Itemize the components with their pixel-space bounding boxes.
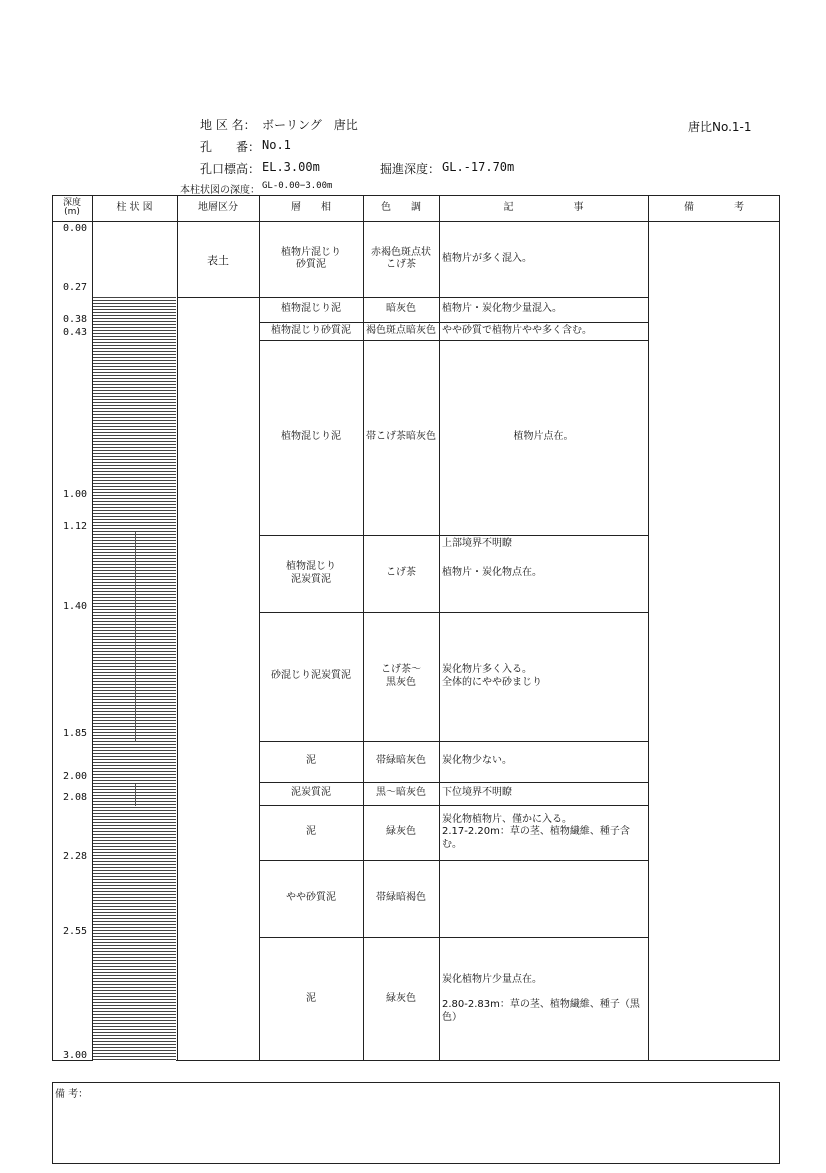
layer-color: 赤褐色斑点状 こげ茶 bbox=[371, 246, 431, 270]
depth-label: 0.43 bbox=[63, 327, 88, 338]
depth-label: 1.40 bbox=[63, 601, 88, 612]
layer-description: 植物片・炭化物少量混入。 bbox=[442, 303, 562, 315]
depth-label: 0.00 bbox=[63, 223, 88, 234]
layer-description: やや砂質で植物片やや多く含む。 bbox=[442, 324, 592, 336]
layer-facies: 泥炭質泥 bbox=[291, 787, 331, 799]
layer-facies: 植物片混じり 砂質泥 bbox=[281, 246, 341, 270]
depth-label: 0.38 bbox=[63, 314, 88, 325]
column-core-line bbox=[135, 784, 136, 806]
layer-color: 褐色斑点暗灰色 bbox=[366, 324, 436, 336]
layer-facies: 植物混じり泥 bbox=[281, 303, 341, 315]
layer-description: 植物片点在。 bbox=[513, 431, 574, 443]
header-stratum: 地層区分 bbox=[198, 201, 238, 213]
col-divider bbox=[177, 195, 178, 1061]
depth-label: 1.12 bbox=[63, 521, 88, 532]
layer-color: 帯緑暗灰色 bbox=[376, 755, 426, 767]
remarks-label: 備 考： bbox=[55, 1089, 89, 1100]
column-depth-value: GL-0.00−3.00m bbox=[262, 181, 333, 191]
layer-color: 緑灰色 bbox=[386, 992, 416, 1004]
layer-description: 炭化物片多く入る。 全体的にやや砂まじり bbox=[442, 664, 542, 688]
layer-description: 炭化植物片少量点在。 2.80-2.83m：草の茎、植物繊維、種子（黒色） bbox=[442, 974, 640, 1023]
header-description: 記 事 bbox=[503, 201, 584, 213]
layer-facies: 泥 bbox=[306, 826, 316, 838]
layer-description: 植物片・炭化物点在。 bbox=[442, 567, 542, 579]
layer-color: 緑灰色 bbox=[386, 826, 416, 838]
layer-description: 炭化物植物片、僅かに入る。 2.17-2.20m：草の茎、植物繊維、種子含む。 bbox=[442, 813, 630, 850]
layer-description: 植物片が多く混入。 bbox=[442, 252, 532, 264]
header-depth: 深度 (m) bbox=[62, 197, 81, 217]
header-remarks: 備 考 bbox=[684, 201, 744, 213]
depth-label: 2.55 bbox=[63, 926, 88, 937]
layer-description bbox=[439, 860, 648, 937]
drill-depth-label: 掘進深度： bbox=[380, 162, 441, 176]
layer-color: 帯緑暗褐色 bbox=[376, 892, 426, 904]
layer-color: こげ茶 bbox=[386, 567, 416, 579]
column-core-line bbox=[135, 532, 136, 742]
layer-description: 炭化物少ない。 bbox=[442, 755, 512, 767]
layer-facies: 植物混じり 泥炭質泥 bbox=[286, 561, 336, 585]
remarks-box bbox=[52, 1082, 780, 1164]
layer-color: 黒～暗灰色 bbox=[376, 787, 426, 799]
layer-note: 上部境界不明瞭 bbox=[442, 538, 512, 549]
layer-description: 下位境界不明瞭 bbox=[442, 787, 512, 799]
layer-color: こげ茶～ 黒灰色 bbox=[381, 664, 421, 688]
layer-facies: 泥 bbox=[306, 992, 316, 1004]
elevation-value: EL.3.00m bbox=[262, 160, 320, 174]
column-depth-label: 本柱状図の深度： bbox=[180, 185, 260, 196]
layer-facies: 植物混じり砂質泥 bbox=[271, 324, 351, 336]
elevation-label: 孔口標高： bbox=[200, 162, 261, 176]
depth-label: 0.27 bbox=[63, 282, 88, 293]
hole-value: No.1 bbox=[262, 138, 291, 152]
depth-label: 2.00 bbox=[63, 771, 88, 782]
stratum-boundary bbox=[177, 297, 259, 298]
area-value: ボーリング 唐比 bbox=[262, 118, 358, 132]
stratum-topsoil: 表土 bbox=[207, 254, 229, 268]
header-color: 色 調 bbox=[381, 201, 421, 213]
layer-color: 暗灰色 bbox=[386, 303, 416, 315]
depth-label: 2.28 bbox=[63, 851, 88, 862]
header-column: 柱 状 図 bbox=[116, 201, 153, 213]
layer-facies: 砂混じり泥炭質泥 bbox=[271, 670, 351, 682]
area-label: 地 区 名： bbox=[200, 118, 256, 132]
drill-depth-value: GL.-17.70m bbox=[442, 160, 515, 174]
header-facies: 層 相 bbox=[291, 201, 331, 213]
layer-facies: やや砂質泥 bbox=[286, 892, 336, 904]
layer-color: 帯こげ茶暗灰色 bbox=[366, 431, 436, 443]
depth-label: 3.00 bbox=[63, 1050, 88, 1061]
layer-facies: 植物混じり泥 bbox=[281, 431, 341, 443]
depth-label: 2.08 bbox=[63, 792, 88, 803]
depth-label: 1.00 bbox=[63, 489, 88, 500]
hole-label: 孔 番： bbox=[200, 140, 261, 154]
layer-facies: 泥 bbox=[306, 755, 316, 767]
col-divider bbox=[648, 195, 649, 1061]
depth-label: 1.85 bbox=[63, 728, 88, 739]
sheet-id: 唐比No.1-1 bbox=[688, 120, 752, 134]
